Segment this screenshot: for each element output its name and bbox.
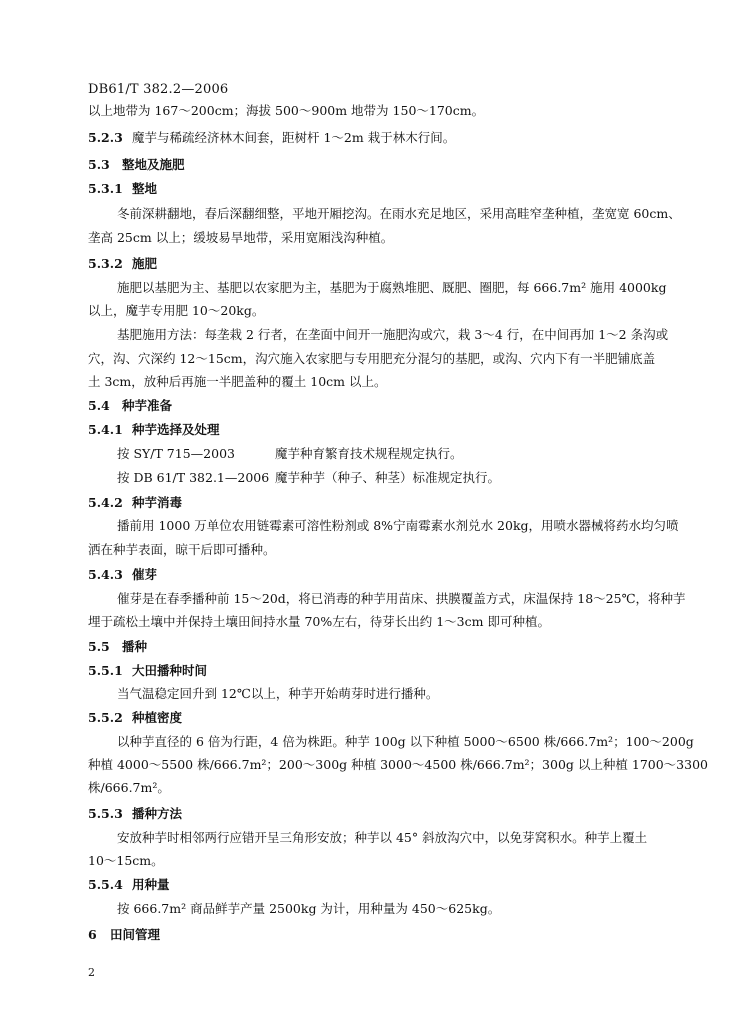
heading-5-3-2 bbox=[88, 256, 157, 272]
section-title: 催芽 bbox=[132, 567, 158, 582]
heading-5-4-3 bbox=[88, 567, 157, 583]
section-title: 种芋选择及处理 bbox=[132, 422, 220, 437]
heading-5-5-4 bbox=[88, 877, 170, 893]
paragraph-line: 10～15cm。 bbox=[88, 853, 164, 868]
heading-5-3 bbox=[88, 157, 185, 173]
paragraph-line: 播前用 1000 万单位农用链霉素可溶性粉剂或 8%宁南霉素水剂兑水 20kg，用喷水器械将药水均匀喷 bbox=[117, 518, 679, 533]
paragraph-line: 冬前深耕翻地，春后深翻细整，平地开厢挖沟。在雨水充足地区，采用高畦窄垄种植，垄宽宽 60cm、 bbox=[117, 206, 681, 221]
section-number: 5.4.2 bbox=[88, 495, 123, 510]
section-title: 播种方法 bbox=[132, 806, 183, 821]
heading-6 bbox=[88, 927, 160, 943]
heading-5-5-1 bbox=[88, 663, 207, 679]
paragraph-line: 洒在种芋表面，晾干后即可播种。 bbox=[88, 542, 276, 557]
paragraph-line: 以种芋直径的 6 倍为行距，4 倍为株距。种芋 100g 以下种植 5000～6500 株/666.7m²；100～200g bbox=[117, 734, 694, 749]
paragraph-line: 催芽是在春季播种前 15～20d，将已消毒的种芋用苗床、拱膜覆盖方式，床温保持 18～25℃，将种芋 bbox=[117, 591, 686, 606]
paragraph-line: 垄高 25cm 以上；缓坡易旱地带，采用宽厢浅沟种植。 bbox=[88, 230, 394, 245]
heading-5-5-2 bbox=[88, 710, 182, 726]
section-number: 6 bbox=[88, 927, 97, 942]
clause-5-2-3 bbox=[88, 130, 455, 146]
paragraph-line: 以上地带为 167～200cm；海拔 500～900m 地带为 150～170cm。 bbox=[88, 103, 485, 118]
section-number: 5.3.1 bbox=[88, 181, 123, 196]
section-title: 田间管理 bbox=[110, 927, 161, 942]
section-number: 5.3.2 bbox=[88, 256, 123, 271]
section-number: 5.5.3 bbox=[88, 806, 123, 821]
reference-row bbox=[117, 470, 269, 486]
section-title: 播种 bbox=[122, 639, 148, 654]
paragraph-line: 基肥施用方法：每垄栽 2 行者，在垄面中间开一施肥沟或穴，栽 3～4 行，在中间再加 1～2 条沟或 bbox=[117, 327, 669, 342]
section-title: 种芋准备 bbox=[122, 398, 173, 413]
heading-5-4 bbox=[88, 398, 172, 414]
heading-5-3-1 bbox=[88, 181, 157, 197]
heading-5-5-3 bbox=[88, 806, 182, 822]
paragraph-line: 施肥以基肥为主、基肥以农家肥为主，基肥为于腐熟堆肥、厩肥、圈肥，每 666.7m² 施用 4000kg bbox=[117, 280, 667, 295]
reference-code: 按 SY/T 715—2003 bbox=[117, 446, 235, 461]
paragraph-line: 穴，沟、穴深约 12～15cm，沟穴施入农家肥与专用肥充分混匀的基肥，或沟、穴内下有一半肥铺底盖 bbox=[88, 351, 656, 366]
paragraph-line: 按 666.7m² 商品鲜芋产量 2500kg 为计，用种量为 450～625kg。 bbox=[117, 901, 501, 916]
reference-code: 按 DB 61/T 382.1—2006 bbox=[117, 470, 270, 485]
paragraph-line: 土 3cm，放种后再施一半肥盖种的覆土 10cm 以上。 bbox=[88, 374, 387, 389]
clause-text: 魔芋与稀疏经济林木间套，距树杆 1～2m 栽于林木行间。 bbox=[132, 130, 456, 145]
reference-description: 魔芋种育繁育技术规程规定执行。 bbox=[275, 446, 463, 461]
section-title: 大田播种时间 bbox=[132, 663, 208, 678]
section-number: 5.3 bbox=[88, 157, 110, 172]
heading-5-4-1 bbox=[88, 422, 220, 438]
paragraph-line: 种植 4000～5500 株/666.7m²；200～300g 种植 3000～4500 株/666.7m²；300g 以上种植 1700～3300 bbox=[88, 757, 708, 772]
paragraph-line: 以上，魔芋专用肥 10～20kg。 bbox=[88, 303, 265, 318]
section-number: 5.4.1 bbox=[88, 422, 123, 437]
clause-number: 5.2.3 bbox=[88, 130, 123, 145]
section-title: 整地及施肥 bbox=[122, 157, 185, 172]
section-number: 5.4.3 bbox=[88, 567, 123, 582]
section-number: 5.5 bbox=[88, 639, 110, 654]
section-title: 种芋消毒 bbox=[132, 495, 183, 510]
paragraph-line: 当气温稳定回升到 12℃以上，种芋开始萌芽时进行播种。 bbox=[117, 686, 439, 701]
section-title: 用种量 bbox=[132, 877, 170, 892]
section-title: 种植密度 bbox=[132, 710, 183, 725]
reference-description: 魔芋种芋（种子、种茎）标准规定执行。 bbox=[275, 470, 501, 485]
section-number: 5.5.4 bbox=[88, 877, 123, 892]
page-number: 2 bbox=[88, 966, 95, 979]
heading-5-5 bbox=[88, 639, 147, 655]
paragraph-line: 埋于疏松土壤中并保持土壤田间持水量 70%左右，待芽长出约 1～3cm 即可种植。 bbox=[88, 614, 550, 629]
reference-row bbox=[117, 446, 235, 462]
paragraph-line: 安放种芋时相邻两行应错开呈三角形安放；种芋以 45° 斜放沟穴中，以免芽窝积水。种芋上覆土 bbox=[117, 830, 648, 845]
heading-5-4-2 bbox=[88, 495, 182, 511]
section-title: 整地 bbox=[132, 181, 158, 196]
section-title: 施肥 bbox=[132, 256, 158, 271]
standard-code-header: DB61/T 382.2—2006 bbox=[88, 82, 229, 97]
section-number: 5.4 bbox=[88, 398, 110, 413]
section-number: 5.5.1 bbox=[88, 663, 123, 678]
section-number: 5.5.2 bbox=[88, 710, 123, 725]
paragraph-line: 株/666.7m²。 bbox=[88, 780, 170, 795]
